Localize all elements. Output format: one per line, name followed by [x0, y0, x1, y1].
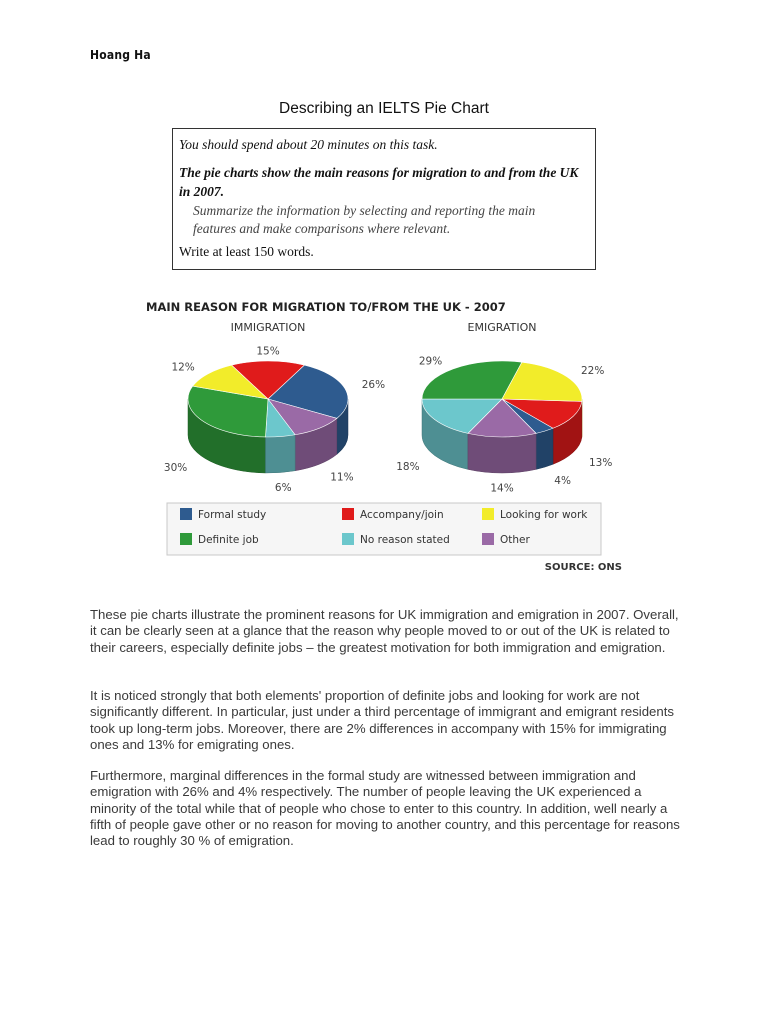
- task-summary-instruction: Summarize the information by selecting and reporting the main features and make comparisons where relevant.: [193, 203, 536, 236]
- legend-label-definite-job: Definite job: [198, 534, 259, 546]
- legend-swatch-accompany-join: [342, 508, 354, 520]
- legend-item-other: [482, 533, 530, 546]
- legend-label-looking-for-work: Looking for work: [500, 509, 588, 521]
- legend-label-accompany-join: Accompany/join: [360, 509, 444, 521]
- emigration-side-formal-study: [536, 428, 553, 469]
- task-instructions-box: [172, 128, 596, 270]
- pie-charts-svg: [140, 295, 630, 580]
- emigration-side-other: [468, 433, 536, 473]
- immigration-pie-title: IMMIGRATION: [230, 321, 306, 334]
- legend-label-formal-study: Formal study: [198, 509, 267, 521]
- document-title: Describing an IELTS Pie Chart: [279, 100, 489, 117]
- emigration-label-definite-job: 29%: [418, 355, 443, 368]
- immigration-label-looking-for-work: 12%: [171, 361, 195, 374]
- legend-label-other: Other: [500, 534, 530, 546]
- task-word-count: Write at least 150 words.: [179, 244, 314, 259]
- legend-swatch-formal-study: [180, 508, 192, 520]
- task-time-note: You should spend about 20 minutes on this task.: [179, 137, 438, 152]
- emigration-label-formal-study: 4%: [554, 475, 571, 488]
- task-description: The pie charts show the main reasons for migration to and from the UK in 2007.: [179, 165, 579, 199]
- legend-swatch-definite-job: [180, 533, 192, 545]
- legend-swatch-no-reason-stated: [342, 533, 354, 545]
- immigration-pie: [164, 321, 385, 494]
- emigration-label-no-reason-stated: 18%: [396, 460, 420, 473]
- legend-swatch-other: [482, 533, 494, 545]
- pie-charts-figure: [140, 295, 630, 580]
- essay-paragraph-3: Furthermore, marginal differences in the formal study are witnessed between immigration and emigration with 26% and 4% respectively. The number of people leaving the UK experienced a minority of the total while that of people who chose to enter to this country. In addition, well nearly a fifth of people gave other or no reason for moving to another country, and this percentage for reasons lead to roughly 30 % of emigration.: [90, 768, 680, 849]
- immigration-label-definite-job: 30%: [163, 462, 188, 475]
- immigration-label-no-reason-stated: 6%: [274, 481, 292, 494]
- emigration-label-accompany-join: 13%: [588, 457, 613, 470]
- emigration-pie: [396, 321, 612, 494]
- legend-item-definite-job: [180, 533, 259, 546]
- immigration-label-other: 11%: [330, 471, 354, 484]
- immigration-label-formal-study: 26%: [361, 379, 386, 392]
- author-name: Hoang Ha: [90, 48, 151, 62]
- essay-paragraph-2: It is noticed strongly that both elements' proportion of definite jobs and looking for work are not significantly different. In particular, just under a third percentage of immigrant and emigrant residents took up long-term jobs. Moreover, there are 2% differences in accompany with 15% for immigrating ones and 13% for emigrating ones.: [90, 688, 674, 752]
- essay-paragraph-1: These pie charts illustrate the prominent reasons for UK immigration and emigration in 2007. Overall, it can be clearly seen at a glance that the reason why people moved to or out of the UK is related to their careers, especially definite jobs – the greatest motivation for both immigration and emigration.: [90, 607, 679, 655]
- figure-title: MAIN REASON FOR MIGRATION TO/FROM THE UK - 2007: [146, 300, 506, 314]
- legend-label-no-reason-stated: No reason stated: [360, 534, 450, 546]
- pie-charts-group: [164, 321, 612, 494]
- figure-source: SOURCE: ONS: [544, 562, 622, 573]
- emigration-pie-title: EMIGRATION: [467, 321, 537, 334]
- immigration-label-accompany-join: 15%: [256, 345, 280, 358]
- emigration-label-looking-for-work: 22%: [580, 364, 605, 377]
- legend-swatch-looking-for-work: [482, 508, 494, 520]
- emigration-label-other: 14%: [490, 482, 514, 495]
- immigration-side-no-reason-stated: [265, 435, 295, 473]
